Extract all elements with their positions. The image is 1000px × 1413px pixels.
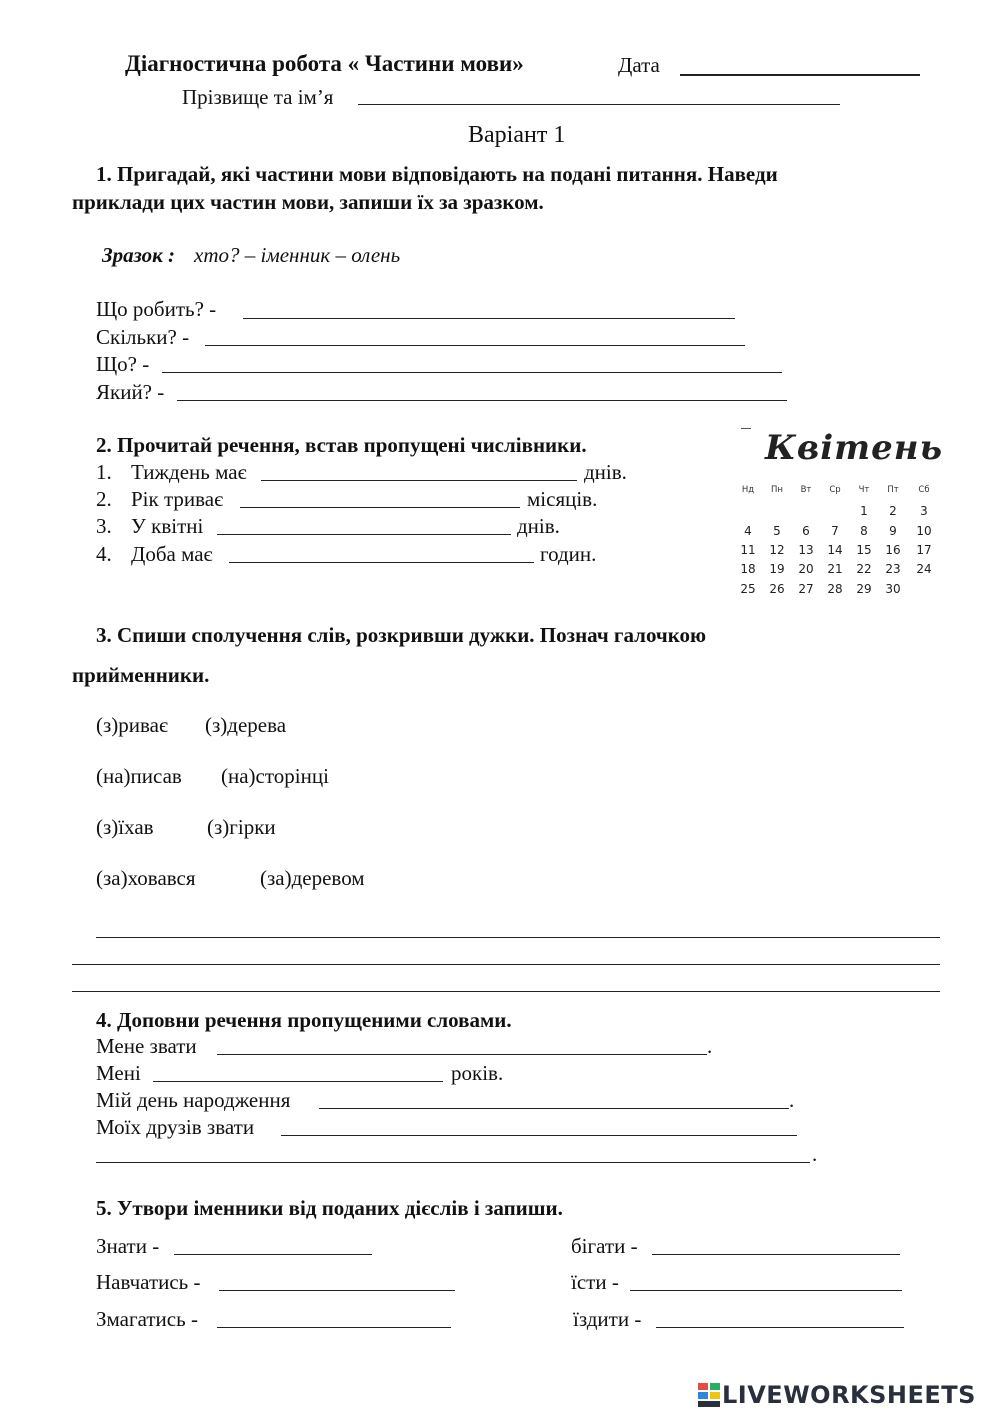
task1-question-1: Що робить? -: [96, 297, 217, 321]
calendar-month-title: Квітень: [765, 428, 943, 468]
task4-age-input[interactable]: [153, 1081, 443, 1082]
task2-item-4-input[interactable]: [229, 562, 534, 563]
calendar-day: 6: [802, 524, 810, 538]
task2-item-1-input[interactable]: [261, 480, 577, 481]
task1-answer-4[interactable]: [177, 400, 787, 401]
calendar-day: 20: [798, 562, 814, 576]
task4-line-5-end: .: [812, 1142, 818, 1166]
calendar-day: 14: [827, 543, 843, 557]
task1-heading-cont: приклади цих частин мови, запиши їх за зразком.: [72, 190, 544, 214]
task4-friends-input[interactable]: [281, 1135, 797, 1136]
task2-item-2-text: Рік триває: [131, 487, 224, 511]
name-input-line[interactable]: [358, 104, 840, 105]
calendar-day: 10: [916, 524, 932, 538]
task3-word: (з)дерева: [205, 713, 287, 737]
task4-name-input[interactable]: [217, 1054, 707, 1055]
task2-heading: 2. Прочитай речення, встав пропущені числівники.: [96, 433, 587, 457]
task3-word: (за)деревом: [260, 866, 365, 890]
task1-question-4: Який? -: [96, 380, 165, 404]
calendar-day: 22: [856, 562, 872, 576]
task4-line-3-label: Мій день народження: [96, 1088, 291, 1112]
task2-item-4-text: Доба має: [131, 542, 213, 566]
task5-right-2: їсти -: [571, 1270, 619, 1294]
task4-line-2-end: років.: [451, 1061, 504, 1085]
worksheet-title: Діагностична робота « Частини мови»: [125, 51, 524, 76]
task5-left-3-input[interactable]: [217, 1327, 451, 1328]
task5-right-3-input[interactable]: [656, 1327, 904, 1328]
calendar-weekday: Ср: [829, 485, 841, 495]
calendar-day: 26: [769, 582, 785, 596]
calendar-day: 18: [740, 562, 756, 576]
calendar-weekday: Пн: [771, 485, 783, 495]
task2-item-3-input[interactable]: [217, 534, 511, 535]
task3-word: (з)їхав: [96, 815, 154, 839]
task2-item-2-input[interactable]: [240, 507, 520, 508]
calendar-day: 11: [740, 543, 756, 557]
calendar-day: 16: [885, 543, 901, 557]
sample-text: хто? – іменник – олень: [194, 243, 401, 267]
task2-item-1-num: 1.: [96, 460, 112, 484]
task1-answer-3[interactable]: [162, 372, 782, 373]
task2-item-3-text: У квітні: [131, 514, 204, 538]
calendar-day: 9: [889, 524, 897, 538]
calendar-day: 13: [798, 543, 814, 557]
task3-word: (за)ховався: [96, 866, 196, 890]
task2-item-1-text: Тиждень має: [131, 460, 247, 484]
calendar-day: 8: [860, 524, 868, 538]
task4-line-2-label: Мені: [96, 1061, 141, 1085]
task2-item-4-unit: годин.: [540, 542, 597, 566]
task3-heading: 3. Спиши сполучення слів, розкривши дужки. Познач галочкою: [96, 623, 707, 647]
calendar-day: 12: [769, 543, 785, 557]
calendar-weekday: Вт: [800, 485, 812, 495]
task1-heading: 1. Пригадай, які частини мови відповідають на подані питання. Наведи: [96, 162, 778, 186]
task5-heading: 5. Утвори іменники від поданих дієслів і запиши.: [96, 1196, 563, 1220]
task3-answer-line-3[interactable]: [72, 991, 940, 992]
task3-word: (на)писав: [96, 764, 182, 788]
calendar-day: 2: [889, 504, 897, 518]
calendar-day: 27: [798, 582, 814, 596]
task2-item-3-unit: днів.: [517, 514, 560, 538]
calendar-weekday: Сб: [918, 485, 930, 495]
calendar-weekday: Нд: [741, 485, 755, 495]
calendar-day: 29: [856, 582, 872, 596]
date-input-line[interactable]: [680, 74, 920, 76]
calendar-day: 1: [860, 504, 868, 518]
task3-word: (на)сторінці: [221, 764, 329, 788]
calendar-day: 7: [831, 524, 839, 538]
calendar-day: 5: [773, 524, 781, 538]
liveworksheets-logo: [698, 1380, 998, 1410]
name-label: Прізвище та ім’я: [182, 85, 334, 109]
calendar-weekday: Пт: [887, 485, 899, 495]
task2-item-2-unit: місяців.: [527, 487, 598, 511]
task2-item-4-num: 4.: [96, 542, 112, 566]
task4-line-1-end: .: [707, 1034, 713, 1058]
calendar-day: 19: [769, 562, 785, 576]
task1-answer-2[interactable]: [205, 345, 745, 346]
task4-friends-input-cont[interactable]: [96, 1162, 810, 1163]
task3-heading-cont: прийменники.: [72, 663, 210, 687]
task1-question-3: Що? -: [96, 352, 150, 376]
calendar-day: 24: [916, 562, 932, 576]
task4-line-3-end: .: [789, 1088, 795, 1112]
calendar-day: 28: [827, 582, 843, 596]
task4-birthday-input[interactable]: [319, 1108, 789, 1109]
task4-heading: 4. Доповни речення пропущеними словами.: [96, 1008, 512, 1032]
task2-item-3-num: 3.: [96, 514, 112, 538]
task5-left-1: Знати -: [96, 1234, 160, 1258]
task5-left-2-input[interactable]: [219, 1290, 455, 1291]
task1-answer-1[interactable]: [243, 318, 735, 319]
task4-line-1-label: Мене звати: [96, 1034, 197, 1058]
calendar-weekday: Чт: [858, 485, 870, 495]
sample-label: Зразок :: [102, 243, 175, 267]
liveworksheets-wordmark: LIVEWORKSHEETS: [722, 1381, 976, 1409]
calendar-day: 17: [916, 543, 932, 557]
task5-left-2: Навчатись -: [96, 1270, 201, 1294]
calendar-day: 30: [885, 582, 901, 596]
logo-mark-icon: [698, 1383, 720, 1407]
date-label: Дата: [618, 53, 660, 77]
calendar-decor-line: [741, 428, 751, 429]
calendar-day: 15: [856, 543, 872, 557]
task4-line-4-label: Моїх друзів звати: [96, 1115, 255, 1139]
calendar-day: 25: [740, 582, 756, 596]
calendar: [735, 425, 945, 605]
task5-right-1: бігати -: [571, 1234, 638, 1258]
task5-right-1-input[interactable]: [652, 1254, 900, 1255]
calendar-day: 21: [827, 562, 843, 576]
calendar-day: 4: [744, 524, 752, 538]
variant-label: Варіант 1: [468, 122, 566, 148]
task3-answer-line-2[interactable]: [72, 964, 940, 965]
task3-word: (з)гірки: [207, 815, 276, 839]
task1-question-2: Скільки? -: [96, 325, 190, 349]
calendar-day: 23: [885, 562, 901, 576]
task5-right-2-input[interactable]: [630, 1290, 902, 1291]
task3-answer-line-1[interactable]: [96, 937, 940, 938]
task2-item-2-num: 2.: [96, 487, 112, 511]
task2-item-1-unit: днів.: [584, 460, 627, 484]
calendar-day: 3: [920, 504, 928, 518]
task5-right-3: їздити -: [573, 1307, 642, 1331]
task5-left-3: Змагатись -: [96, 1307, 198, 1331]
task3-word: (з)риває: [96, 713, 168, 737]
task5-left-1-input[interactable]: [174, 1254, 372, 1255]
